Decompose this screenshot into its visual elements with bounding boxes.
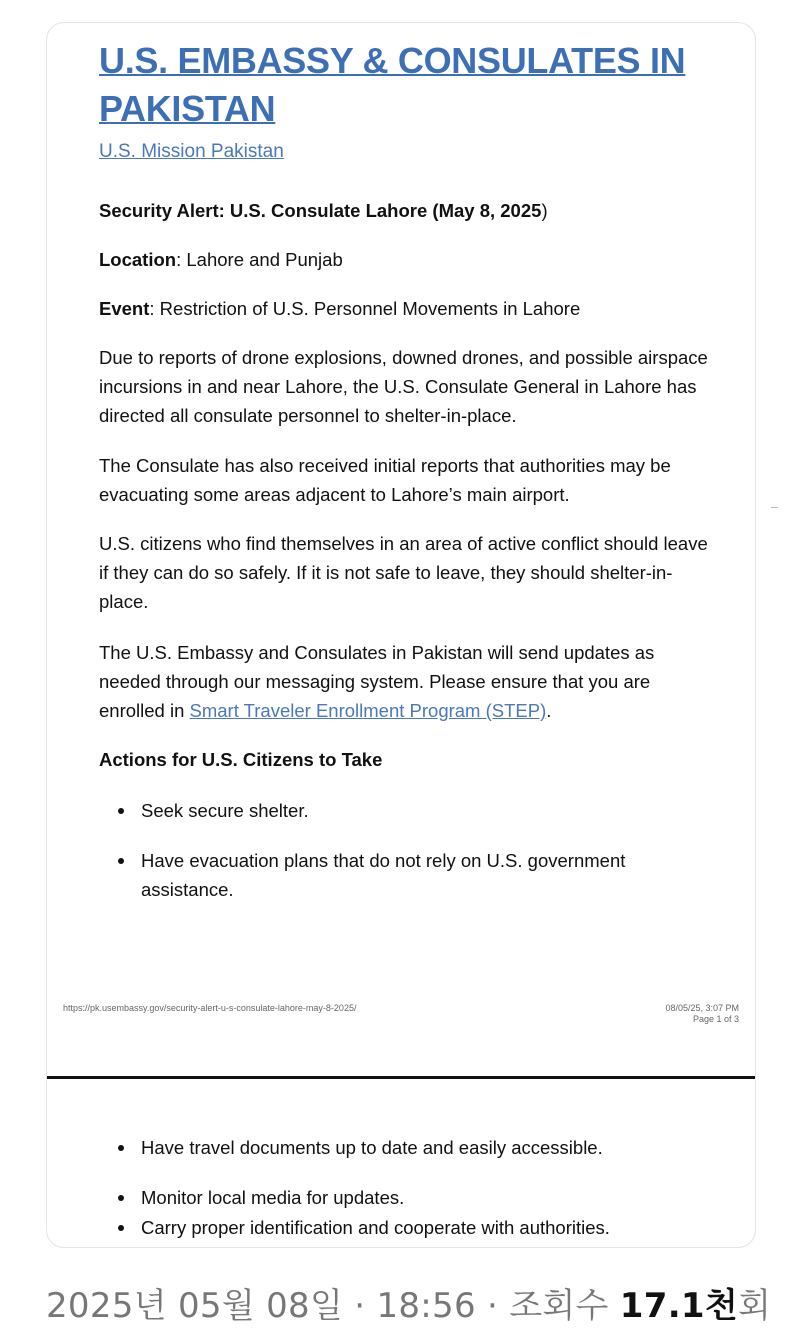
list-item — [99, 1213, 610, 1242]
page-divider — [47, 1076, 755, 1079]
mission-pakistan-link[interactable]: U.S. Mission Pakistan — [99, 141, 284, 162]
bullet-icon — [118, 808, 124, 814]
location-label: Location — [99, 249, 177, 270]
alert-heading-paren: ) — [541, 200, 548, 221]
paragraph-leave-advice: U.S. citizens who find themselves in an area of active conflict should leave if they can do so safely. If it is not safe to leave, they should shelter-in-place. — [99, 533, 708, 612]
location-value: : Lahore and Punjab — [176, 249, 343, 270]
footer-datetime: 08/05/25, 3:07 PM — [665, 1003, 739, 1013]
footer-page-number: Page 1 of 3 — [692, 1014, 739, 1024]
step-link[interactable]: Smart Traveler Enrollment Program (STEP) — [189, 700, 547, 721]
bullet-icon — [118, 858, 124, 864]
step-end: . — [546, 700, 552, 721]
event-label: Event — [99, 298, 150, 319]
document-card — [46, 22, 756, 1248]
event-line — [99, 294, 580, 323]
actions-heading: Actions for U.S. Citizens to Take — [99, 749, 383, 770]
list-item-text: Have travel documents up to date and easily accessible. — [141, 1137, 603, 1158]
paragraph-step-enrollment — [99, 638, 719, 725]
list-item-text: Seek secure shelter. — [141, 800, 309, 821]
event-value: : Restriction of U.S. Personnel Movements in Lahore — [149, 298, 581, 319]
views-label: 조회수 — [509, 1286, 620, 1326]
embassy-title-link[interactable]: U.S. EMBASSY & CONSULATES IN PAKISTAN — [99, 40, 686, 129]
post-metadata — [46, 1278, 771, 1327]
scroll-indicator — [771, 507, 778, 508]
paragraph-drone-reports: Due to reports of drone explosions, downed drones, and possible airspace incursions in and near Lahore, the U.S. Consulate General in Lahore has directed all consulate personnel to shelter-in-place. — [99, 347, 708, 426]
actions-list-page-2 — [99, 1133, 610, 1242]
location-line — [99, 245, 343, 274]
alert-heading — [99, 196, 548, 225]
list-item-text: Carry proper identification and cooperate with authorities. — [141, 1217, 610, 1238]
footer-url: https://pk.usembassy.gov/security-alert-u-s-consulate-lahore-may-8-2025/ — [63, 1003, 357, 1013]
step-text: The U.S. Embassy and Consulates in Pakistan will send updates as needed through our messaging system. Please ensure that you are enrolled in — [99, 642, 655, 721]
bullet-icon — [118, 1145, 124, 1151]
bullet-icon — [118, 1195, 124, 1201]
post-date: 2025년 05월 08일 — [46, 1286, 344, 1326]
paragraph-evacuation-reports: The Consulate has also received initial reports that authorities may be evacuating some areas adjacent to Lahore’s main airport. — [99, 455, 671, 505]
list-item — [99, 846, 719, 904]
list-item — [99, 1133, 610, 1162]
document-page-1 — [99, 23, 719, 900]
post-time: 18:56 — [376, 1286, 476, 1326]
alert-heading-text: Security Alert: U.S. Consulate Lahore (May 8, 2025 — [99, 200, 542, 221]
list-item-text: Monitor local media for updates. — [141, 1187, 405, 1208]
views-suffix: 회 — [738, 1286, 772, 1326]
list-item-text: Have evacuation plans that do not rely on U.S. government assistance. — [141, 850, 626, 900]
views-count: 17.1천 — [619, 1286, 739, 1326]
list-item — [99, 796, 719, 825]
meta-separator: · — [475, 1286, 510, 1326]
bullet-icon — [118, 1225, 124, 1231]
footer-date-page — [665, 1003, 739, 1025]
meta-separator: · — [343, 1286, 377, 1326]
actions-list-page-1 — [99, 796, 719, 904]
list-item — [99, 1183, 610, 1212]
